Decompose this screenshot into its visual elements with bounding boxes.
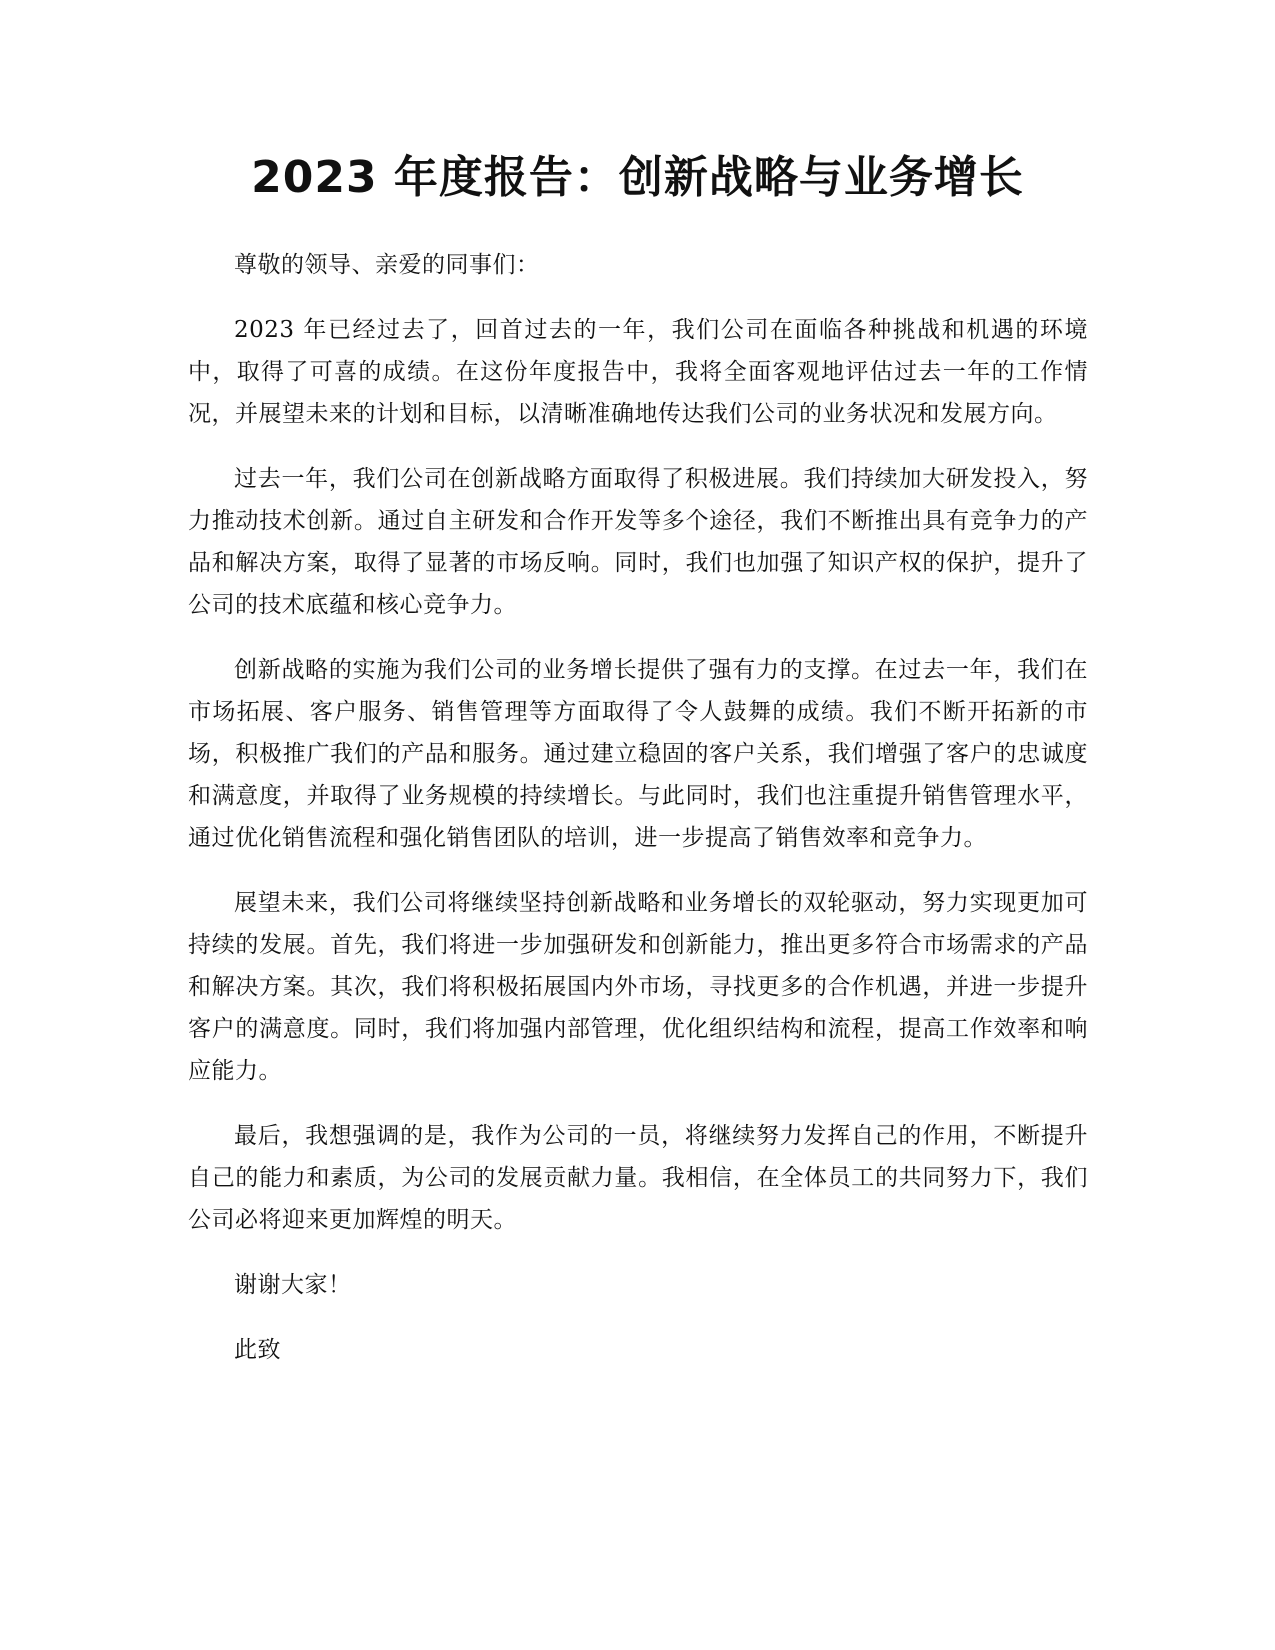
paragraph-outlook: 展望未来，我们公司将继续坚持创新战略和业务增长的双轮驱动，努力实现更加可持续的发展。首先，我们将进一步加强研发和创新能力，推出更多符合市场需求的产品和解决方案。其次，我们将积极拓展国内外市场，寻找更多的合作机遇，并进一步提升客户的满意度。同时，我们将加强内部管理，优化组织结构和流程，提高工作效率和响应能力。 <box>188 890 1088 1084</box>
paragraph-growth: 创新战略的实施为我们公司的业务增长提供了强有力的支撑。在过去一年，我们在市场拓展、客户服务、销售管理等方面取得了令人鼓舞的成绩。我们不断开拓新的市场，积极推广我们的产品和服务。通过建立稳固的客户关系，我们增强了客户的忠诚度和满意度，并取得了业务规模的持续增长。与此同时，我们也注重提升销售管理水平，通过优化销售流程和强化销售团队的培训，进一步提高了销售效率和竞争力。 <box>188 657 1088 851</box>
paragraph-conclusion: 最后，我想强调的是，我作为公司的一员，将继续努力发挥自己的作用，不断提升自己的能力和素质，为公司的发展贡献力量。我相信，在全体员工的共同努力下，我们公司必将迎来更加辉煌的明天。 <box>188 1123 1088 1233</box>
paragraph-innovation: 过去一年，我们公司在创新战略方面取得了积极进展。我们持续加大研发投入，努力推动技术创新。通过自主研发和合作开发等多个途径，我们不断推出具有竞争力的产品和解决方案，取得了显著的市场反响。同时，我们也加强了知识产权的保护，提升了公司的技术底蕴和核心竞争力。 <box>188 466 1088 618</box>
document-body <box>188 244 1088 1394</box>
paragraph-intro: 2023 年已经过去了，回首过去的一年，我们公司在面临各种挑战和机遇的环境中，取得了可喜的成绩。在这份年度报告中，我将全面客观地评估过去一年的工作情况，并展望未来的计划和目标，以清晰准确地传达我们公司的业务状况和发展方向。 <box>188 317 1088 427</box>
closing-line: 此致 <box>234 1337 281 1363</box>
thanks-line: 谢谢大家！ <box>234 1272 352 1298</box>
greeting: 尊敬的领导、亲爱的同事们： <box>234 252 540 278</box>
document-title: 2023 年度报告：创新战略与业务增长 <box>251 152 1024 203</box>
